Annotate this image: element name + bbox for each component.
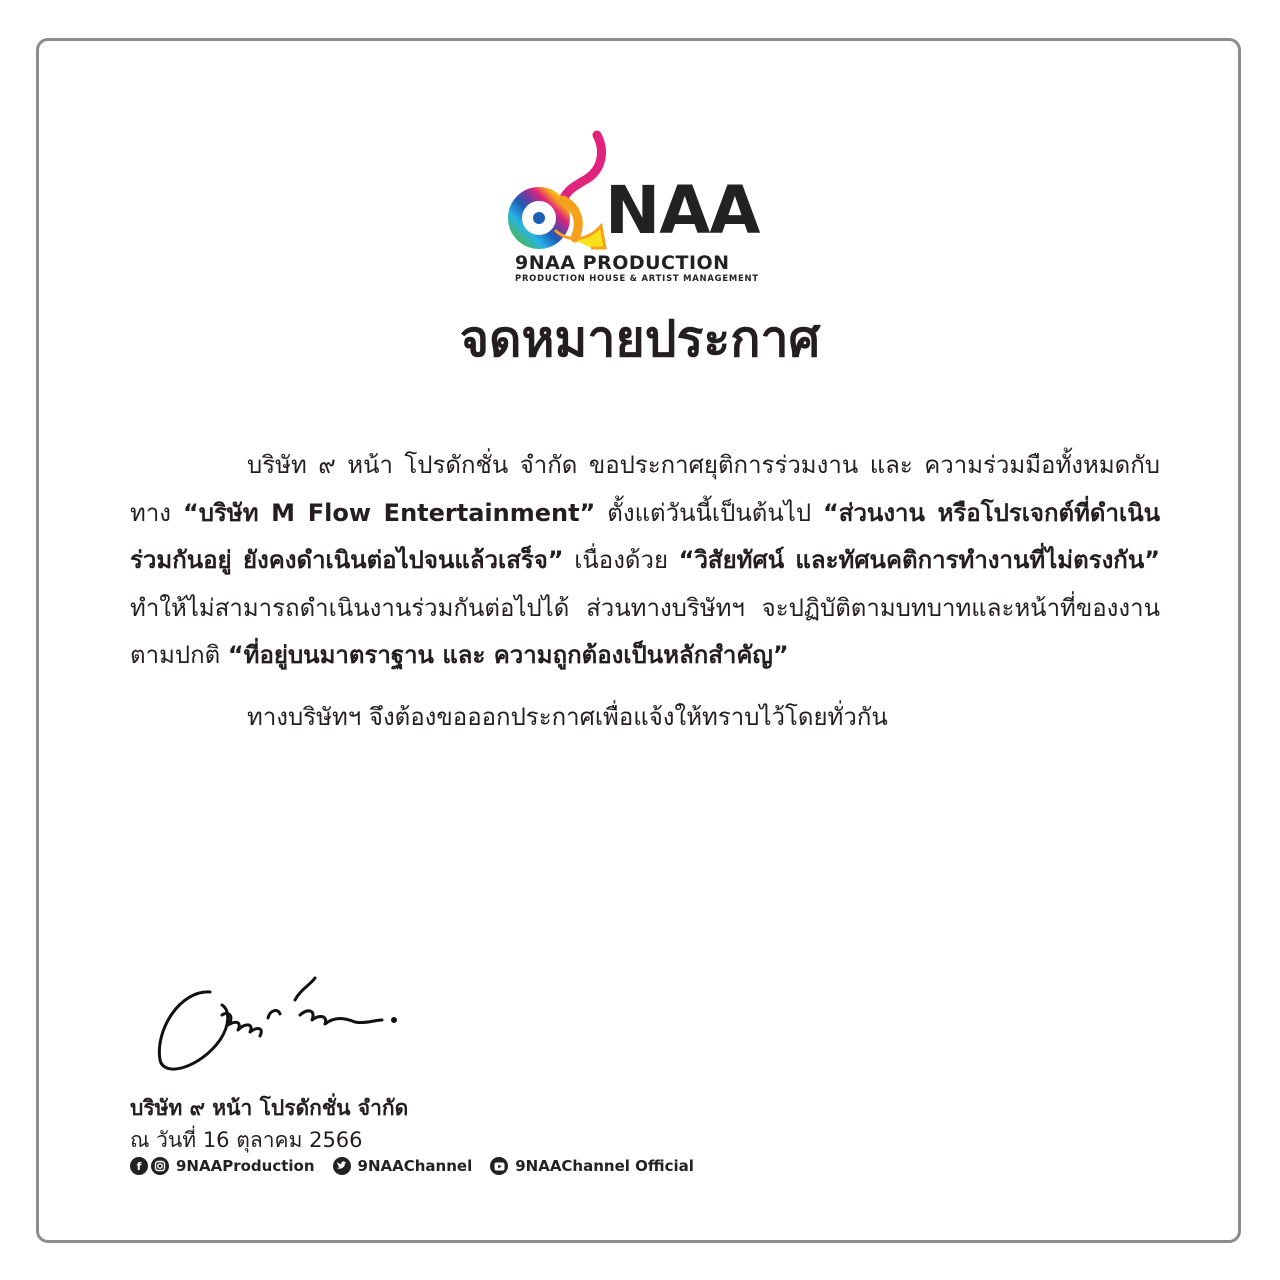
logo-company-name: 9NAA PRODUCTION — [515, 252, 730, 274]
logo-tagline: PRODUCTION HOUSE & ARTIST MANAGEMENT — [515, 273, 759, 283]
social-handle-twitter: 9NAAChannel — [357, 1157, 473, 1175]
body-bold-1: “บริษัท M Flow Entertainment” — [182, 498, 596, 527]
social-facebook-instagram[interactable] — [130, 1157, 315, 1175]
body-bold-3: “วิสัยทัศน์ และทัศนคติการทำงานที่ไม่ตรงกัน” — [678, 546, 1161, 575]
body-text-4: ทำให้ไม่สามารถดำเนินงานร่วมกันต่อไปได้ ส่วนทางบริษัทฯ จะปฏิบัติตามบทบาทและหน้าที่ของงานตามปกติ — [130, 593, 1160, 670]
company-logo — [505, 130, 765, 290]
logo-wordmark: NAA — [605, 172, 760, 249]
body-text-2: ตั้งแต่วันนี้เป็นต้นไป — [595, 498, 824, 527]
social-twitter[interactable] — [333, 1157, 473, 1175]
body-paragraph-2: ทางบริษัทฯ จึงต้องขอออกประกาศเพื่อแจ้งให้ทราบไว้โดยทั่วกัน — [247, 702, 888, 731]
facebook-icon: f — [130, 1157, 148, 1175]
announcement-body — [130, 442, 1160, 742]
signature-image — [150, 970, 410, 1084]
logo-mark-icon — [505, 130, 615, 260]
page-title: จดหมายประกาศ — [459, 310, 821, 368]
body-paragraph-1 — [130, 442, 1160, 680]
body-text-1: บริษัท ๙ หน้า โปรดักชั่น จำกัด ขอประกาศยุติการร่วมงาน และ ความร่วมมือทั้งหมดกับทาง — [130, 451, 1160, 527]
body-text-3: เนื่องด้วย — [563, 546, 679, 575]
social-handle-youtube: 9NAAChannel Official — [515, 1157, 694, 1175]
youtube-icon — [490, 1157, 508, 1175]
body-bold-4: “ที่อยู่บนมาตราฐาน และ ความถูกต้องเป็นหลักสำคัญ” — [227, 641, 789, 670]
announcement-date: ณ วันที่ 16 ตุลาคม 2566 — [130, 1128, 363, 1152]
social-handle-facebook: 9NAAProduction — [176, 1157, 315, 1175]
instagram-icon — [151, 1157, 169, 1175]
twitter-icon — [333, 1157, 351, 1175]
social-youtube[interactable] — [490, 1157, 694, 1175]
social-links — [130, 1157, 712, 1175]
signatory-company: บริษัท ๙ หน้า โปรดักชั่น จำกัด — [130, 1096, 409, 1120]
body-bold-2: “ส่วนงาน หรือโปรเจกต์ที่ดำเนินร่วมกันอยู่ ยังคงดำเนินต่อไปจนแล้วเสร็จ” — [130, 498, 1161, 575]
